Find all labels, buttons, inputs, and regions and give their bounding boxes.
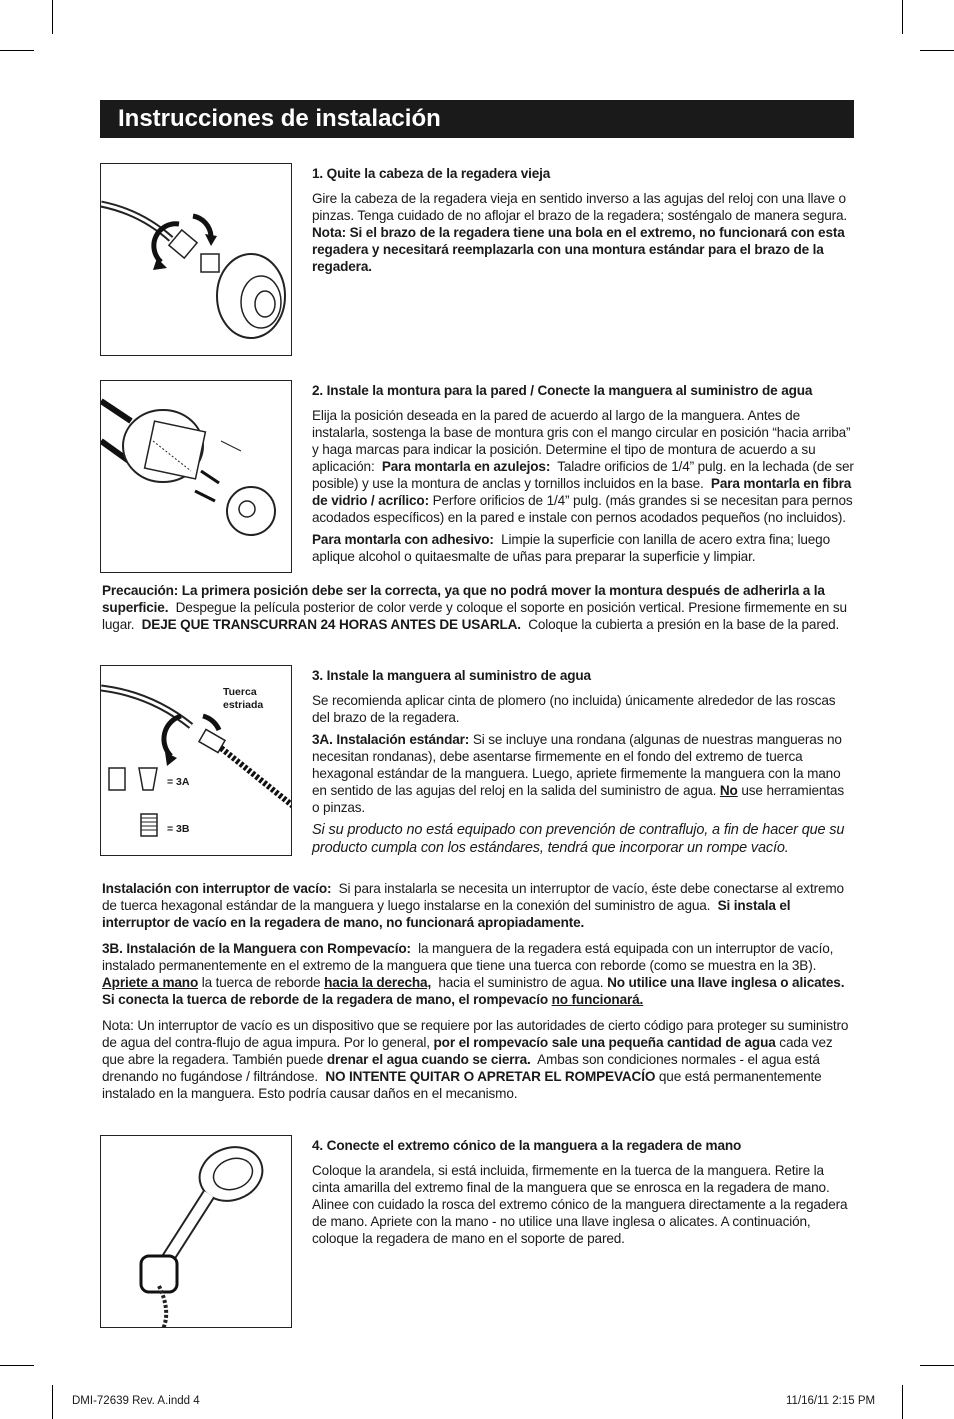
figure-wall-mount [100,380,292,573]
step-3-continued [102,880,854,1107]
tile-mount-text: Taladre orificios de 1/4” pulg. en la lechada (de ser posible) y use la montura de anclas y tornillos incluidos en la base. [312,459,854,491]
vacuum-breaker-label: Instalación con interruptor de vacío: [102,881,332,896]
wait-24-hours: DEJE QUE TRANSCURRAN 24 HORAS ANTES DE USARLA. [141,617,521,632]
figure-handshower [100,1135,292,1328]
note-text-4: que está permanentemente instalado en la manguera. Esto podría causar daños en el mecanismo. [102,1069,822,1101]
step-3-heading: 3. Instale la manguera al suministro de agua [312,668,591,683]
step-3b [102,940,854,1008]
crop-mark [0,50,34,51]
flange-nut-text: la tuerca de reborde [201,975,321,990]
step-2-body [312,407,857,526]
standard-install-label: 3A. Instalación estándar: [312,732,470,747]
no-wrench-warning: No utilice una llave inglesa o alicates. Si conecta la tuerca de reborde de la regadera de mano, el rompevacío [102,975,845,1007]
crop-mark [52,1385,53,1419]
caution-text: Precaución: La primera posición debe ser la correcta, ya que no podrá mover la montura después de adherirla a la superficie. [102,583,825,615]
to-supply-text: hacia el suministro de agua. [438,975,604,990]
label-knurled-nut: Tuerca estriada [223,686,264,711]
handshower-illustration [101,1136,292,1328]
adhesive-mount-text: Limpie la superficie con lanilla de acero extra fina; luego aplique alcohol o quitaesmalte de uñas para preparar la superficie y limpiar. [312,532,830,564]
footer-timestamp: 11/16/11 2:15 PM [786,1395,876,1407]
page-title: Instrucciones de instalación [118,105,441,132]
step-3b-text: la manguera de la regadera está equipada con un interruptor de vacío, instalado permanentemente en el extremo de la manguera que tiene una tuerca con reborde (como se muestra en la 3B). [102,941,834,973]
step-4-heading: 4. Conecte el extremo cónico de la manguera a la regadera de mano [312,1138,742,1153]
crop-mark [0,1365,34,1366]
step-1 [312,165,852,280]
fiberglass-mount-text: Perfore orificios de 1/4” pulg. (más grandes si se necesitan para pernos acodados específicos) en la pared e instale con pernos acodados pequeños (no incluidos). [312,493,853,525]
crop-mark [920,1365,954,1366]
note-warning: NO INTENTE QUITAR O APRETAR EL ROMPEVACÍO [325,1069,656,1084]
step-1-note: Nota: Si el brazo de la regadera tiene una bola en el extremo, no funcionará con esta regadera y necesitará reemplazarla con una montura estándar para el brazo de la regadera. [312,225,845,274]
standard-install-text: Si se incluye una rondana (algunas de nuestras mangueras no necesitan rondanas), debe asentarse firmemente en el fondo del extremo de tuerca hexagonal estándar de la manguera. Luego, apriete firmemente la manguera con la mano en sentido de las agujas del reloj en la salida del suministro de agua. [312,732,842,798]
step-3a [312,731,854,816]
label-3a: = 3A [167,776,190,788]
vacuum-breaker-text: Si para instalarla se necesita un interruptor de vacío, éste debe conectarse al extremo de tuerca hexagonal estándar de la manguera y luego instalarse en la conexión del suministro de agua. [102,881,844,913]
vacuum-breaker-warning: Si instala el interruptor de vacío en la regadera de mano, no funcionará apropiadamente. [102,898,791,930]
vacuum-note [102,1017,854,1102]
shower-arm-illustration [101,164,292,356]
step-4-body: Coloque la arandela, si está incluida, firmemente en la tuerca de la manguera. Retire la cinta amarilla del extremo final de la manguera que se enrosca en la regadera de mano. Alinee con cuidado la rosca del extremo cónico de la manguera directamente a la regadera de mano. Apriete con la mano - no utilice una llave inglesa o alicates. A continuación, coloque la regadera de mano en el soporte de pared. [312,1163,848,1246]
crop-mark [902,1385,903,1419]
step-3-tape: Se recomienda aplicar cinta de plomero (no incluida) únicamente alrededor de las roscas del brazo de la regadera. [312,693,836,725]
note-bold-2: drenar el agua cuando se cierra. [326,1052,531,1067]
step-3 [312,667,854,862]
no-tools-text: use herramientas o pinzas. [312,783,844,815]
crop-mark [52,0,53,34]
note-text-2: cada vez que abre la regadera. También puede [102,1035,833,1067]
note-text-1: Nota: Un interruptor de vacío es un dispositivo que se requiere por las autoridades de cierto código para proteger su suministro de agua del contra-flujo de agua impura. Por lo general, [102,1018,849,1050]
backflow-note: Si su producto no está equipado con prevención de contraflujo, a fin de hacer que su producto cumpla con los estándares, tendrá que incorporar un rompe vacío. [312,822,845,856]
crop-mark [920,50,954,51]
tile-mount-label: Para montarla en azulejos: [381,459,551,474]
cover-instructions: Coloque la cubierta a presión en la base de la pared. [528,617,840,632]
step-1-text: Gire la cabeza de la regadera vieja en sentido inverso a las agujas del reloj con una llave o pinzas. Tenga cuidado de no aflojar el brazo de la regadera; sosténgalo de manera segura. [312,191,848,223]
figure-remove-showerhead [100,163,292,356]
figure-hose-install [100,665,292,856]
step-2-caution [102,582,854,638]
step-1-heading: 1. Quite la cabeza de la regadera vieja [312,166,551,181]
step-3b-label: 3B. Instalación de la Manguera con Rompevacío: [102,941,411,956]
step-2 [312,382,857,570]
step-2-text: Elija la posición deseada en la pared de acuerdo al largo de la manguera. Antes de instalarla, sostenga la base de montura gris con el mango circular en posición “hacia arriba” y haga marcas para indicar la posición. Determine el tipo de montura de acuerdo a su aplicación: [312,408,851,474]
crop-mark [902,0,903,34]
footer-filename: DMI-72639 Rev. A.indd 4 [72,1395,200,1407]
section-banner [100,100,854,138]
vacuum-breaker-paragraph [102,880,854,931]
step-1-body [312,190,852,275]
step-4 [312,1137,854,1252]
clockwise: hacia la derecha, [324,975,432,990]
note-bold-1: por el rompevacío sale una pequeña cantidad de agua [433,1035,776,1050]
label-3b: = 3B [167,823,190,835]
adhesive-mount-label: Para montarla con adhesivo: [312,532,494,547]
fiberglass-mount-label: Para montarla en fibra de vidrio / acrílico: [312,476,852,508]
note-text-3: Ambas son condiciones normales - el agua está drenando no fugándose / filtrándose. [102,1052,820,1084]
will-not-work: no funcionará. [551,992,644,1007]
wall-mount-illustration [101,381,292,573]
step-2-adhesive [312,531,857,565]
no-emphasis: No [719,783,738,798]
step-2-heading: 2. Instale la montura para la pared / Conecte la manguera al suministro de agua [312,383,813,398]
hand-tighten: Apriete a mano [102,975,199,990]
caution-instructions: Despegue la película posterior de color verde y coloque el soporte en posición vertical. Presione firmemente en su lugar. [102,600,847,632]
